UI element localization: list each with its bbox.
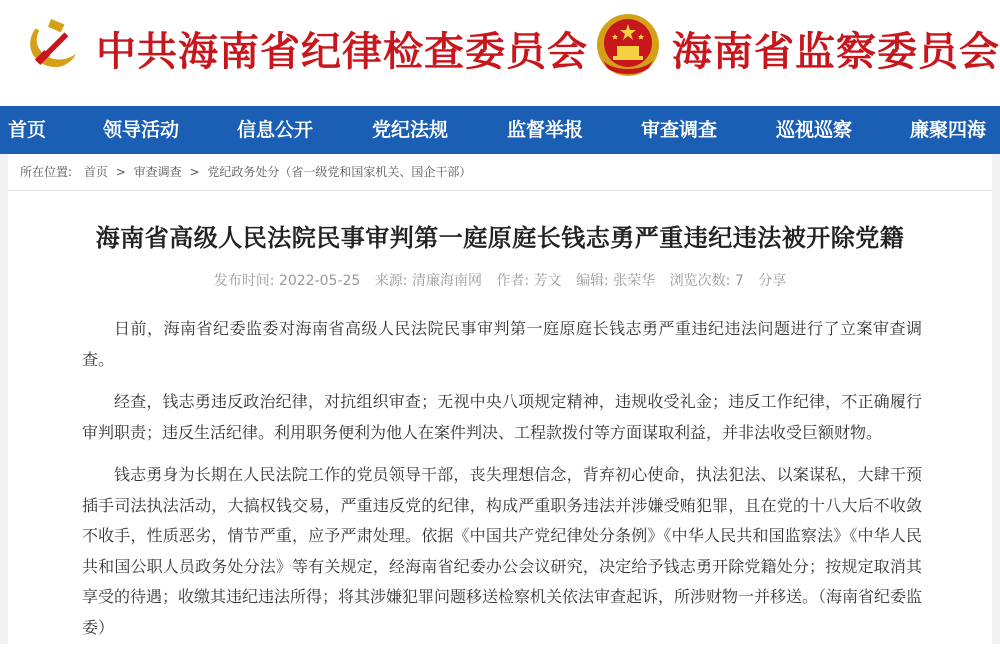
share-link[interactable]: 分享 xyxy=(758,273,787,289)
national-emblem-icon xyxy=(595,12,661,78)
article-body xyxy=(82,314,922,655)
nav-item-regulations[interactable]: 党纪法规 xyxy=(372,119,449,141)
article-author: 作者: 芳文 xyxy=(496,273,562,289)
site-title-supervision: 海南省监察委员会 xyxy=(672,28,1000,75)
breadcrumb-separator: > xyxy=(115,165,126,179)
breadcrumb-divider xyxy=(8,190,992,191)
nav-item-review[interactable]: 审查调查 xyxy=(641,119,718,141)
site-header xyxy=(0,0,1000,106)
article-title: 海南省高级人民法院民事审判第一庭原庭长钱志勇严重违纪违法被开除党籍 xyxy=(95,224,905,252)
site-title-party: 中共海南省纪律检查委员会 xyxy=(96,28,588,75)
nav-item-disclosure[interactable]: 信息公开 xyxy=(237,119,314,141)
article-source: 来源: 清廉海南网 xyxy=(374,273,482,289)
nav-item-leadership[interactable]: 领导活动 xyxy=(103,119,180,141)
nav-item-report[interactable]: 监督举报 xyxy=(507,119,584,141)
article-editor: 编辑: 张荣华 xyxy=(576,273,656,289)
breadcrumb-category[interactable]: 党纪政务处分（省一级党和国家机关、国企干部） xyxy=(207,165,472,179)
nav-item-inspection[interactable]: 巡视巡察 xyxy=(776,119,853,141)
article-paragraph: 钱志勇身为长期在人民法院工作的党员领导干部，丧失理想信念，背弃初心使命，执法犯法、以案谋私，大肆干预插手司法执法活动，大搞权钱交易，严重违反党的纪律，构成严重职务违法并涉嫌受贿犯罪，且在党的十八大后不收敛不收手，性质恶劣，情节严重，应予严肃处理。依据《中国共产党纪律处分条例》《中华人民共和国监察法》《中华人民共和国公职人员政务处分法》等有关规定，经海南省纪委办公会议研究，决定给予钱志勇开除党籍处分；按规定取消其享受的待遇；收缴其违纪违法所得；将其涉嫌犯罪问题移送检察机关依法审查起诉，所涉财物一并移送。（海南省纪委监委） xyxy=(82,465,923,637)
nav-item-home[interactable]: 首页 xyxy=(8,119,47,141)
party-emblem-icon xyxy=(22,14,80,74)
breadcrumb-review[interactable]: 审查调查 xyxy=(133,165,182,179)
publish-time: 发布时间: 2022-05-25 xyxy=(213,273,361,289)
breadcrumb-home[interactable]: 首页 xyxy=(83,165,108,179)
breadcrumb-label: 所在位置: xyxy=(20,165,73,179)
article-meta xyxy=(0,270,1000,290)
breadcrumb xyxy=(20,163,471,180)
main-nav xyxy=(0,106,1000,154)
article-paragraph: 日前，海南省纪委监委对海南省高级人民法院民事审判第一庭原庭长钱志勇严重违纪违法问题进行了立案审查调查。 xyxy=(82,319,922,369)
breadcrumb-separator: > xyxy=(189,165,200,179)
nav-item-integrity[interactable]: 廉聚四海 xyxy=(910,119,987,141)
view-count: 浏览次数: 7 xyxy=(669,273,744,289)
article-paragraph: 经查，钱志勇违反政治纪律，对抗组织审查；无视中央八项规定精神，违规收受礼金；违反工作纪律，不正确履行审判职责；违反生活纪律。利用职务便利为他人在案件判决、工程款拨付等方面谋取利益，并非法收受巨额财物。 xyxy=(82,392,922,442)
